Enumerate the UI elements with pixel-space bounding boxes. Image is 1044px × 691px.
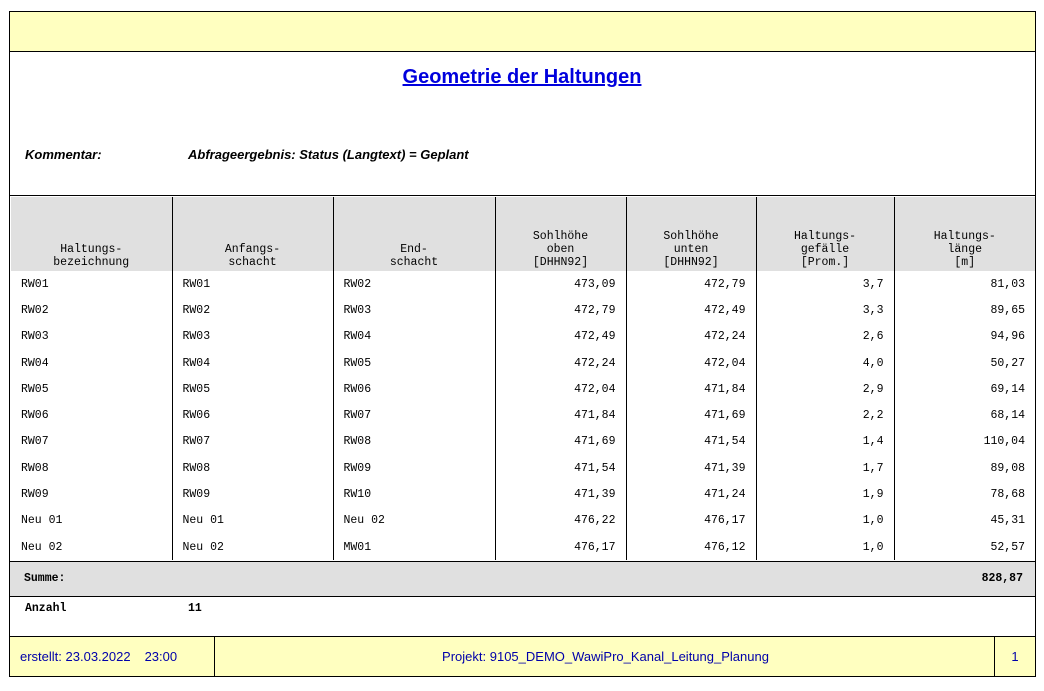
table-cell: RW06 [21, 409, 49, 423]
table-cell: RW09 [172, 481, 333, 507]
table-cell: 472,24 [495, 350, 626, 376]
table-cell: RW03 [21, 330, 49, 344]
table-row [11, 324, 1035, 350]
count-value: 11 [188, 602, 202, 615]
table-cell: 471,69 [626, 402, 756, 428]
table-cell: RW03 [333, 297, 495, 323]
column-header-line: Sohlhöhe [663, 230, 719, 243]
table-cell: 1,0 [756, 534, 894, 560]
table-cell: RW05 [21, 382, 49, 396]
table-cell: 472,04 [626, 350, 756, 376]
table-cell: 81,03 [894, 271, 1035, 297]
table-cell: 472,04 [495, 376, 626, 402]
column-header-line: schacht [389, 256, 439, 269]
footer-page-number: 1 [994, 637, 1035, 676]
column-header [11, 197, 172, 271]
table-cell: 1,0 [756, 508, 894, 534]
count-label: Anzahl [25, 602, 67, 615]
table-cell: RW06 [172, 402, 333, 428]
sum-value: 828,87 [981, 572, 1023, 585]
column-header [333, 197, 495, 271]
table-cell: RW04 [21, 356, 49, 370]
table-row [11, 455, 1035, 481]
table-cell: 476,17 [495, 534, 626, 560]
column-header-line: bezeichnung [53, 256, 130, 269]
column-header-line: Anfangs- [224, 243, 281, 256]
table-cell: 2,6 [756, 324, 894, 350]
table-cell: 473,09 [495, 271, 626, 297]
column-header-line: [Prom.] [800, 256, 850, 269]
table-cell: 1,9 [756, 481, 894, 507]
table-cell: RW07 [21, 435, 49, 449]
table-cell: RW08 [172, 455, 333, 481]
column-header-line: Haltungs- [793, 230, 857, 243]
comment-value: Abfrageergebnis: Status (Langtext) = Geplant [188, 147, 469, 162]
table-cell: 68,14 [894, 402, 1035, 428]
report-title: Geometrie der Haltungen [402, 66, 642, 88]
table-cell: 472,49 [626, 297, 756, 323]
table-row [11, 508, 1035, 534]
column-header-line: End- [400, 243, 428, 256]
column-header [626, 197, 756, 271]
table-cell: 472,24 [626, 324, 756, 350]
table-cell: 52,57 [894, 534, 1035, 560]
table-cell: RW02 [21, 303, 49, 317]
table-cell: 3,7 [756, 271, 894, 297]
table-cell: RW06 [333, 376, 495, 402]
table-cell: RW04 [172, 350, 333, 376]
table-cell: Neu 02 [172, 534, 333, 560]
column-header-line: schacht [228, 256, 277, 269]
sum-row [9, 561, 1036, 597]
table-cell: 476,22 [495, 508, 626, 534]
table-cell: 471,39 [495, 481, 626, 507]
table-cell: RW09 [21, 488, 49, 502]
column-header [894, 197, 1035, 271]
table-cell: 89,65 [894, 297, 1035, 323]
table-row [11, 481, 1035, 507]
table-row [11, 534, 1035, 560]
column-header [495, 197, 626, 271]
table-cell: RW08 [333, 429, 495, 455]
table-cell: Neu 01 [21, 514, 63, 528]
table-cell: RW04 [333, 324, 495, 350]
haltungen-table [11, 197, 1035, 560]
column-header-line: Sohlhöhe [532, 230, 589, 243]
table-cell: 78,68 [894, 481, 1035, 507]
table-cell: RW09 [333, 455, 495, 481]
footer-project: Projekt: 9105_DEMO_WawiPro_Kanal_Leitung_Planung [442, 649, 769, 664]
column-header [172, 197, 333, 271]
table-row [11, 350, 1035, 376]
table-cell: 4,0 [756, 350, 894, 376]
table-cell: RW07 [333, 402, 495, 428]
table-cell: 472,79 [495, 297, 626, 323]
table-cell: 94,96 [894, 324, 1035, 350]
table-cell: RW01 [21, 277, 49, 291]
table-row [11, 297, 1035, 323]
column-header-line: länge [947, 243, 982, 256]
table-cell: 1,4 [756, 429, 894, 455]
table-cell: Neu 01 [172, 508, 333, 534]
table-row [11, 271, 1035, 297]
table-cell: 110,04 [894, 429, 1035, 455]
table-cell: 471,54 [495, 455, 626, 481]
table-cell: 50,27 [894, 350, 1035, 376]
created-time: 23:00 [144, 649, 178, 664]
column-header-line: [m] [954, 256, 976, 269]
section-divider [9, 195, 1036, 196]
table-cell: 476,12 [626, 534, 756, 560]
column-header-line: [DHHN92] [663, 256, 719, 269]
column-header-line: [DHHN92] [532, 256, 589, 269]
table-cell: 2,9 [756, 376, 894, 402]
table-cell: 45,31 [894, 508, 1035, 534]
column-header [756, 197, 894, 271]
table-cell: 471,84 [626, 376, 756, 402]
footer-created [10, 637, 215, 676]
table-row [11, 402, 1035, 428]
table-cell: 471,69 [495, 429, 626, 455]
footer-band [9, 636, 1036, 677]
table-cell: 89,08 [894, 455, 1035, 481]
table-cell: 2,2 [756, 402, 894, 428]
table-cell: 472,49 [495, 324, 626, 350]
header-band [9, 11, 1036, 52]
table-cell: 476,17 [626, 508, 756, 534]
table-row [11, 376, 1035, 402]
table-cell: 471,24 [626, 481, 756, 507]
table-cell: 471,39 [626, 455, 756, 481]
table-cell: 472,79 [626, 271, 756, 297]
table-header-row [11, 197, 1035, 271]
created-date: erstellt: 23.03.2022 [20, 649, 131, 664]
table-cell: RW02 [333, 271, 495, 297]
comment-label: Kommentar: [25, 147, 102, 162]
table-cell: Neu 02 [21, 540, 63, 554]
table-cell: 3,3 [756, 297, 894, 323]
table-cell: 1,7 [756, 455, 894, 481]
column-header-line: Haltungs- [933, 230, 996, 243]
column-header-line: unten [673, 243, 709, 256]
table-cell: RW03 [172, 324, 333, 350]
table-cell: RW10 [333, 481, 495, 507]
table-cell: RW07 [172, 429, 333, 455]
column-header-line: Haltungs- [60, 243, 123, 256]
table-cell: 471,84 [495, 402, 626, 428]
table-cell: RW02 [172, 297, 333, 323]
table-cell: 471,54 [626, 429, 756, 455]
table-cell: RW08 [21, 461, 49, 475]
table-cell: RW01 [172, 271, 333, 297]
sum-label: Summe: [24, 572, 66, 585]
column-header-line: gefälle [800, 243, 850, 256]
table-cell: MW01 [333, 534, 495, 560]
table-cell: RW05 [172, 376, 333, 402]
column-header-line: oben [546, 243, 575, 256]
table-body [11, 271, 1035, 560]
table-row [11, 429, 1035, 455]
table-cell: 69,14 [894, 376, 1035, 402]
table-cell: RW05 [333, 350, 495, 376]
table-cell: Neu 02 [333, 508, 495, 534]
